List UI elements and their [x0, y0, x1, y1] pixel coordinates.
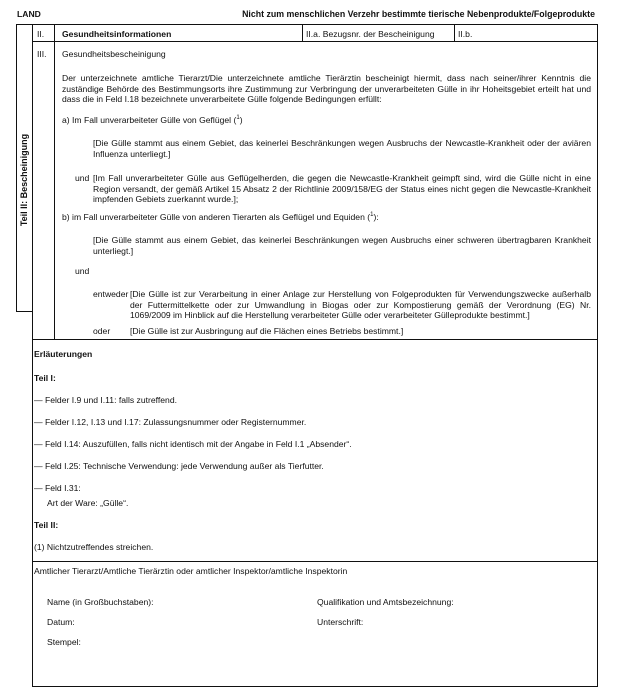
- clause-b-label: [62, 212, 379, 223]
- note-item: — Feld I.31:: [34, 483, 81, 493]
- clause-b-close: ):: [373, 212, 379, 222]
- side-label: [16, 24, 32, 336]
- main-right-border: [597, 24, 598, 687]
- top-row-divider-1: [54, 24, 55, 41]
- side-label-text: Teil II: Bescheinigung: [19, 133, 29, 227]
- und-label-1: und: [75, 173, 90, 183]
- section3-number-divider: [54, 41, 55, 339]
- section3-number: III.: [37, 49, 47, 59]
- und-label-2: und: [75, 266, 90, 276]
- section3-bottom-border: [32, 339, 598, 340]
- clause-b-text: b) im Fall unverarbeiteter Gülle von anderen Tierarten als Geflügel und Equiden (: [62, 212, 371, 222]
- top-row-divider-2: [302, 24, 303, 41]
- clause-a-condition: [Die Gülle stammt aus einem Gebiet, das keinerlei Beschränkungen wegen Ausbruchs der Newcastle-Krankheit oder der aviären Influenza unterliegt.]: [93, 138, 591, 159]
- footnote-text: Nichtzutreffendes streichen.: [46, 542, 154, 552]
- date-field-label: Datum:: [47, 617, 75, 627]
- notes-heading: Erläuterungen: [34, 349, 93, 359]
- footnote: [34, 542, 153, 553]
- notes-part1-heading: Teil I:: [34, 373, 56, 383]
- country-label: LAND: [17, 9, 41, 19]
- reference-b-label: II.b.: [458, 29, 473, 39]
- signature-block-title: Amtlicher Tierarzt/Amtliche Tierärztin oder amtlicher Inspektor/amtliche Inspektorin: [34, 566, 348, 576]
- signature-top-border: [32, 561, 598, 562]
- clause-a-vaccination-condition: [Im Fall unverarbeiteter Gülle aus Geflügelherden, die gegen die Newcastle-Krankheit geimpft sind, wird die Gülle nicht in eine Region versandt, der gemäß Artikel 15 Absatz 2 der Richtlinie 2009/158/EG der Status eines nicht gegen die Newcastle-Krankheit impfenden Gebiets zuerkannt wurde.];: [93, 173, 591, 205]
- reference-label: II.a. Bezugsnr. der Bescheinigung: [306, 29, 435, 39]
- top-row-divider-3: [454, 24, 455, 41]
- note-item: — Felder I.9 und I.11: falls zutreffend.: [34, 395, 177, 405]
- entweder-condition: [Die Gülle ist zur Verarbeitung in einer Anlage zur Herstellung von Folgeprodukten für Verwendungszwecke außerhalb der Futtermittelkette oder zur Umwandlung in Biogas oder zur Kompostierung gemäß der Verordnung (EG) Nr. 1069/2009 im Hinblick auf die Herstellung verarbeiteter Gülle oder verarbeiteter Gülleprodukte bestimmt.]: [130, 289, 591, 321]
- row-number: II.: [37, 29, 45, 39]
- footnote-ref: 1: [370, 212, 374, 219]
- note-item: — Feld I.14: Auszufüllen, falls nicht identisch mit der Angabe in Feld I.1 „Absender“.: [34, 439, 352, 449]
- goods-type-note: Art der Ware: „Gülle“.: [47, 498, 129, 508]
- signature-field-label: Unterschrift:: [317, 617, 364, 627]
- note-item: — Feld I.25: Technische Verwendung: jede Verwendung außer als Tierfutter.: [34, 461, 324, 471]
- section3-title: Gesundheitsbescheinigung: [62, 49, 166, 59]
- qualification-field-label: Qualifikation und Amtsbezeichnung:: [317, 597, 454, 607]
- clause-a-text: a) Im Fall unverarbeiteter Gülle von Geflügel (: [62, 115, 237, 125]
- section-heading: Gesundheitsinformationen: [62, 29, 172, 39]
- top-border: [16, 24, 598, 25]
- clause-a-close: ): [239, 115, 243, 125]
- note-item: — Felder I.12, I.13 und I.17: Zulassungsnummer oder Registernummer.: [34, 417, 307, 427]
- certification-intro: Der unterzeichnete amtliche Tierarzt/Die unterzeichnete amtliche Tierärztin bescheinigt hiermit, dass nach seiner/ihrer Kenntnis die zuständige Behörde des Bestimmungsorts ihre Zustimmung zur Verbringung der unverarbeiteten Gülle in ihr Hoheitsgebiet erteilt hat und dass die in Feld I.18 bezeichnete unverarbeitete Gülle folgende Bedingungen erfüllt:: [62, 73, 591, 105]
- footnote-ref: 1: [236, 115, 240, 122]
- stamp-field-label: Stempel:: [47, 637, 81, 647]
- main-left-border: [32, 24, 33, 687]
- document-title: Nicht zum menschlichen Verzehr bestimmte tierische Nebenprodukte/Folgeprodukte: [242, 9, 595, 19]
- clause-b-condition: [Die Gülle stammt aus einem Gebiet, das keinerlei Beschränkungen wegen Ausbruchs einer schweren übertragbaren Krankheit unterliegt.]: [93, 235, 591, 256]
- name-field-label: Name (in Großbuchstaben):: [47, 597, 154, 607]
- notes-part2-heading: Teil II:: [34, 520, 59, 530]
- top-row-bottom-border: [32, 41, 598, 42]
- bottom-border: [32, 686, 598, 687]
- clause-a-label: [62, 115, 243, 126]
- entweder-label: entweder: [93, 289, 129, 299]
- oder-label: oder: [93, 326, 111, 336]
- footnote-mark: (1): [34, 542, 45, 552]
- oder-condition: [Die Gülle ist zur Ausbringung auf die Flächen eines Betriebs bestimmt.]: [130, 326, 404, 336]
